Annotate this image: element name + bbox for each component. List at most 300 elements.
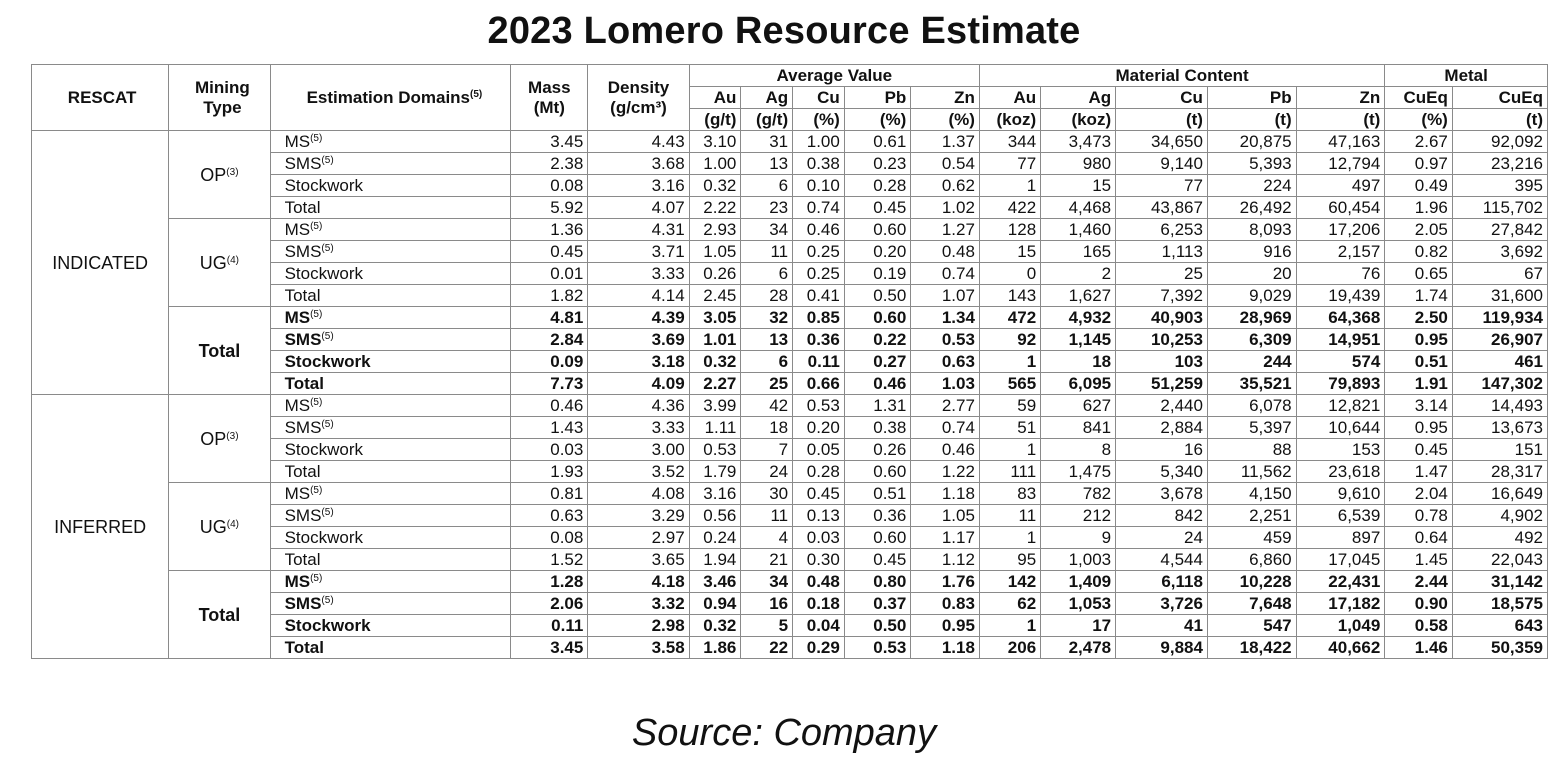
value-cell: 1.76 [911,571,980,593]
value-cell: 0.60 [844,461,911,483]
domain-sup: (5) [310,572,323,584]
value-cell: 0.66 [793,373,845,395]
value-cell: 0.26 [689,263,741,285]
value-cell: 0.41 [793,285,845,307]
value-cell: 31 [741,131,793,153]
value-cell: 1.52 [511,549,588,571]
value-cell: 4,544 [1116,549,1208,571]
value-cell: 3.99 [689,395,741,417]
domain-label: Stockwork [284,175,363,195]
value-cell: 1.11 [689,417,741,439]
value-cell: 0.20 [844,241,911,263]
value-cell: 19,439 [1296,285,1385,307]
domain-label: Stockwork [284,527,363,547]
value-cell: 1.17 [911,527,980,549]
value-cell: 0.53 [689,439,741,461]
value-cell: 574 [1296,351,1385,373]
domain-label: Stockwork [284,439,363,459]
value-cell: 11,562 [1207,461,1296,483]
value-cell: 472 [979,307,1040,329]
value-cell: 14,493 [1452,395,1547,417]
value-cell: 18 [1041,351,1116,373]
value-cell: 1,049 [1296,615,1385,637]
value-cell: 497 [1296,175,1385,197]
table-row [32,307,1548,329]
value-cell: 0.53 [844,637,911,659]
value-cell: 92 [979,329,1040,351]
value-cell: 0.63 [911,351,980,373]
value-cell: 128 [979,219,1040,241]
domain-label: MS [284,307,311,327]
header-unit-0: (g/t) [689,109,741,131]
value-cell: 980 [1041,153,1116,175]
value-cell: 0.11 [793,351,845,373]
value-cell: 3.10 [689,131,741,153]
value-cell: 0.04 [793,615,845,637]
value-cell: 0.38 [844,417,911,439]
value-cell: 5,340 [1116,461,1208,483]
value-cell: 60,454 [1296,197,1385,219]
value-cell: 3.16 [588,175,689,197]
value-cell: 0.85 [793,307,845,329]
value-cell: 0.36 [844,505,911,527]
value-cell: 3,473 [1041,131,1116,153]
domain-label: SMS [284,329,322,349]
value-cell: 0.45 [844,197,911,219]
value-cell: 13,673 [1452,417,1547,439]
value-cell: 0.32 [689,175,741,197]
mining-type-label: UG [199,516,227,537]
value-cell: 13 [741,153,793,175]
value-cell: 0.46 [793,219,845,241]
value-cell: 3.33 [588,263,689,285]
domain-cell [270,417,511,439]
value-cell: 34 [741,571,793,593]
value-cell: 0.25 [793,263,845,285]
header-unit-3: (%) [844,109,911,131]
value-cell: 2.97 [588,527,689,549]
domain-cell [270,329,511,351]
value-cell: 1.36 [511,219,588,241]
value-cell: 3.52 [588,461,689,483]
value-cell: 0.08 [511,175,588,197]
value-cell: 0.20 [793,417,845,439]
value-cell: 3.46 [689,571,741,593]
value-cell: 459 [1207,527,1296,549]
value-cell: 6,095 [1041,373,1116,395]
value-cell: 6 [741,175,793,197]
domain-sup: (5) [321,506,334,518]
header-col-10: CuEq [1385,87,1453,109]
value-cell: 41 [1116,615,1208,637]
value-cell: 3.00 [588,439,689,461]
value-cell: 0.45 [511,241,588,263]
value-cell: 3.45 [511,637,588,659]
value-cell: 26,907 [1452,329,1547,351]
value-cell: 1.02 [911,197,980,219]
value-cell: 1.43 [511,417,588,439]
header-col-6: Ag [1041,87,1116,109]
domain-cell [270,439,511,461]
value-cell: 10,253 [1116,329,1208,351]
value-cell: 0.95 [1385,417,1453,439]
value-cell: 1.22 [911,461,980,483]
domain-label: SMS [284,505,322,525]
mining-type-cell [169,395,270,483]
value-cell: 4,150 [1207,483,1296,505]
value-cell: 0.60 [844,307,911,329]
domain-label: MS [284,571,311,591]
value-cell: 9 [1041,527,1116,549]
header-col-4: Zn [911,87,980,109]
source-caption: Source: Company [631,712,937,754]
value-cell: 3.68 [588,153,689,175]
domain-cell [270,131,511,153]
rescat-cell: INFERRED [32,395,169,659]
value-cell: 0.50 [844,285,911,307]
value-cell: 1.47 [1385,461,1453,483]
value-cell: 64,368 [1296,307,1385,329]
domain-sup: (5) [310,396,323,408]
value-cell: 3.18 [588,351,689,373]
value-cell: 0.27 [844,351,911,373]
value-cell: 841 [1041,417,1116,439]
value-cell: 0.09 [511,351,588,373]
mining-type-sup: (3) [226,166,239,178]
value-cell: 643 [1452,615,1547,637]
value-cell: 43,867 [1116,197,1208,219]
value-cell: 111 [979,461,1040,483]
value-cell: 244 [1207,351,1296,373]
domain-label: SMS [284,241,322,261]
value-cell: 0.56 [689,505,741,527]
value-cell: 18,575 [1452,593,1547,615]
domain-cell [270,505,511,527]
value-cell: 76 [1296,263,1385,285]
value-cell: 8,093 [1207,219,1296,241]
header-unit-10: (%) [1385,109,1453,131]
value-cell: 13 [741,329,793,351]
domain-label: MS [284,219,311,239]
mining-type-label: Total [198,340,241,361]
value-cell: 782 [1041,483,1116,505]
value-cell: 4,468 [1041,197,1116,219]
value-cell: 4 [741,527,793,549]
value-cell: 3.32 [588,593,689,615]
header-col-2: Cu [793,87,845,109]
value-cell: 0.82 [1385,241,1453,263]
value-cell: 25 [741,373,793,395]
header-unit-6: (koz) [1041,109,1116,131]
domain-label: Total [284,373,324,393]
value-cell: 3.14 [1385,395,1453,417]
value-cell: 0.37 [844,593,911,615]
domain-cell [270,175,511,197]
value-cell: 0.30 [793,549,845,571]
value-cell: 17 [1041,615,1116,637]
value-cell: 3.71 [588,241,689,263]
mining-type-sup: (3) [226,430,239,442]
value-cell: 0.58 [1385,615,1453,637]
value-cell: 7,648 [1207,593,1296,615]
mining-type-sup: (4) [226,518,240,530]
value-cell: 0.28 [844,175,911,197]
value-cell: 3,678 [1116,483,1208,505]
value-cell: 0.13 [793,505,845,527]
value-cell: 40,903 [1116,307,1208,329]
value-cell: 3.69 [588,329,689,351]
header-unit-8: (t) [1207,109,1296,131]
header-average-value: Average Value [689,65,979,87]
value-cell: 28 [741,285,793,307]
domain-cell [270,285,511,307]
mining-type-cell [169,219,270,307]
table-row [32,483,1548,505]
value-cell: 6,860 [1207,549,1296,571]
value-cell: 16,649 [1452,483,1547,505]
value-cell: 24 [741,461,793,483]
domain-cell [270,153,511,175]
mining-type-cell [169,483,270,571]
header-col-8: Pb [1207,87,1296,109]
value-cell: 15 [979,241,1040,263]
value-cell: 20,875 [1207,131,1296,153]
value-cell: 6 [741,351,793,373]
value-cell: 4.14 [588,285,689,307]
header-material-content: Material Content [979,65,1384,87]
value-cell: 4.07 [588,197,689,219]
header-unit-1: (g/t) [741,109,793,131]
value-cell: 1,003 [1041,549,1116,571]
header-col-3: Pb [844,87,911,109]
value-cell: 17,045 [1296,549,1385,571]
domain-label: SMS [284,593,322,613]
value-cell: 0.48 [793,571,845,593]
domain-cell [270,461,511,483]
value-cell: 11 [741,241,793,263]
value-cell: 4.08 [588,483,689,505]
value-cell: 2.93 [689,219,741,241]
header-mining-type: Mining Type [169,65,270,131]
value-cell: 5,397 [1207,417,1296,439]
value-cell: 3,692 [1452,241,1547,263]
value-cell: 0.46 [511,395,588,417]
table-body [32,131,1548,659]
value-cell: 0.94 [689,593,741,615]
value-cell: 0.32 [689,351,741,373]
value-cell: 4.18 [588,571,689,593]
header-unit-4: (%) [911,109,980,131]
value-cell: 1.00 [793,131,845,153]
header-col-11: CuEq [1452,87,1547,109]
domain-label: Total [284,637,324,657]
value-cell: 0.08 [511,527,588,549]
domain-sup: (5) [321,242,334,254]
value-cell: 0.22 [844,329,911,351]
value-cell: 143 [979,285,1040,307]
value-cell: 2.84 [511,329,588,351]
mining-type-cell [169,571,270,659]
value-cell: 83 [979,483,1040,505]
mining-type-cell [169,131,270,219]
value-cell: 0.54 [911,153,980,175]
value-cell: 1.18 [911,483,980,505]
value-cell: 0.74 [911,417,980,439]
header-unit-7: (t) [1116,109,1208,131]
value-cell: 0.10 [793,175,845,197]
header-mass: Mass (Mt) [511,65,588,131]
value-cell: 3.29 [588,505,689,527]
value-cell: 395 [1452,175,1547,197]
value-cell: 6,253 [1116,219,1208,241]
value-cell: 1,460 [1041,219,1116,241]
header-col-5: Au [979,87,1040,109]
value-cell: 0.61 [844,131,911,153]
domain-sup: (5) [321,594,334,606]
resource-estimate-table [31,64,1548,659]
table-row [32,131,1548,153]
value-cell: 51,259 [1116,373,1208,395]
value-cell: 1.18 [911,637,980,659]
value-cell: 1,409 [1041,571,1116,593]
domain-label: MS [284,483,311,503]
value-cell: 1,627 [1041,285,1116,307]
value-cell: 0.19 [844,263,911,285]
domain-cell [270,483,511,505]
value-cell: 916 [1207,241,1296,263]
value-cell: 59 [979,395,1040,417]
value-cell: 1.74 [1385,285,1453,307]
value-cell: 11 [979,505,1040,527]
rescat-cell: INDICATED [32,131,169,395]
value-cell: 1 [979,527,1040,549]
domain-cell [270,571,511,593]
value-cell: 119,934 [1452,307,1547,329]
value-cell: 14,951 [1296,329,1385,351]
value-cell: 1.93 [511,461,588,483]
value-cell: 153 [1296,439,1385,461]
value-cell: 32 [741,307,793,329]
value-cell: 10,228 [1207,571,1296,593]
value-cell: 1 [979,351,1040,373]
page-title: 2023 Lomero Resource Estimate [487,10,1081,52]
value-cell: 7 [741,439,793,461]
value-cell: 3.65 [588,549,689,571]
value-cell: 3.45 [511,131,588,153]
value-cell: 492 [1452,527,1547,549]
value-cell: 4.43 [588,131,689,153]
value-cell: 0 [979,263,1040,285]
domain-label: Total [284,461,321,481]
value-cell: 0.23 [844,153,911,175]
value-cell: 30 [741,483,793,505]
value-cell: 0.01 [511,263,588,285]
header-col-7: Cu [1116,87,1208,109]
value-cell: 0.03 [511,439,588,461]
value-cell: 2.98 [588,615,689,637]
value-cell: 422 [979,197,1040,219]
value-cell: 7,392 [1116,285,1208,307]
value-cell: 9,610 [1296,483,1385,505]
value-cell: 565 [979,373,1040,395]
value-cell: 0.65 [1385,263,1453,285]
value-cell: 1 [979,439,1040,461]
domain-cell [270,373,511,395]
value-cell: 1.34 [911,307,980,329]
domain-cell [270,263,511,285]
value-cell: 165 [1041,241,1116,263]
value-cell: 1.82 [511,285,588,307]
value-cell: 2.27 [689,373,741,395]
domain-sup: (5) [321,154,334,166]
value-cell: 1,145 [1041,329,1116,351]
domain-cell [270,395,511,417]
value-cell: 0.60 [844,219,911,241]
value-cell: 27,842 [1452,219,1547,241]
value-cell: 6,118 [1116,571,1208,593]
value-cell: 3,726 [1116,593,1208,615]
mining-type-sup: (4) [226,254,240,266]
value-cell: 4.09 [588,373,689,395]
value-cell: 0.05 [793,439,845,461]
value-cell: 0.26 [844,439,911,461]
value-cell: 28,317 [1452,461,1547,483]
header-rescat: RESCAT [32,65,169,131]
value-cell: 0.45 [844,549,911,571]
value-cell: 2.05 [1385,219,1453,241]
value-cell: 0.11 [511,615,588,637]
domain-sup: (5) [310,132,323,144]
value-cell: 1.45 [1385,549,1453,571]
value-cell: 22,043 [1452,549,1547,571]
value-cell: 15 [1041,175,1116,197]
value-cell: 1.12 [911,549,980,571]
value-cell: 0.48 [911,241,980,263]
value-cell: 6,309 [1207,329,1296,351]
value-cell: 4.36 [588,395,689,417]
value-cell: 47,163 [1296,131,1385,153]
value-cell: 2.50 [1385,307,1453,329]
domain-cell [270,549,511,571]
value-cell: 1,053 [1041,593,1116,615]
value-cell: 0.28 [793,461,845,483]
value-cell: 1.94 [689,549,741,571]
value-cell: 2.45 [689,285,741,307]
value-cell: 18,422 [1207,637,1296,659]
domain-label: Stockwork [284,351,371,371]
value-cell: 77 [1116,175,1208,197]
header-domains-sup: (5) [470,88,483,100]
value-cell: 0.62 [911,175,980,197]
value-cell: 20 [1207,263,1296,285]
value-cell: 0.24 [689,527,741,549]
value-cell: 3.58 [588,637,689,659]
value-cell: 18 [741,417,793,439]
value-cell: 24 [1116,527,1208,549]
domain-label: MS [284,395,311,415]
value-cell: 1.07 [911,285,980,307]
value-cell: 1.01 [689,329,741,351]
value-cell: 62 [979,593,1040,615]
mining-type-label: Total [198,604,241,625]
value-cell: 212 [1041,505,1116,527]
value-cell: 2.44 [1385,571,1453,593]
value-cell: 3.16 [689,483,741,505]
mining-type-cell [169,307,270,395]
header-density: Density (g/cm³) [588,65,689,131]
value-cell: 17,182 [1296,593,1385,615]
value-cell: 142 [979,571,1040,593]
